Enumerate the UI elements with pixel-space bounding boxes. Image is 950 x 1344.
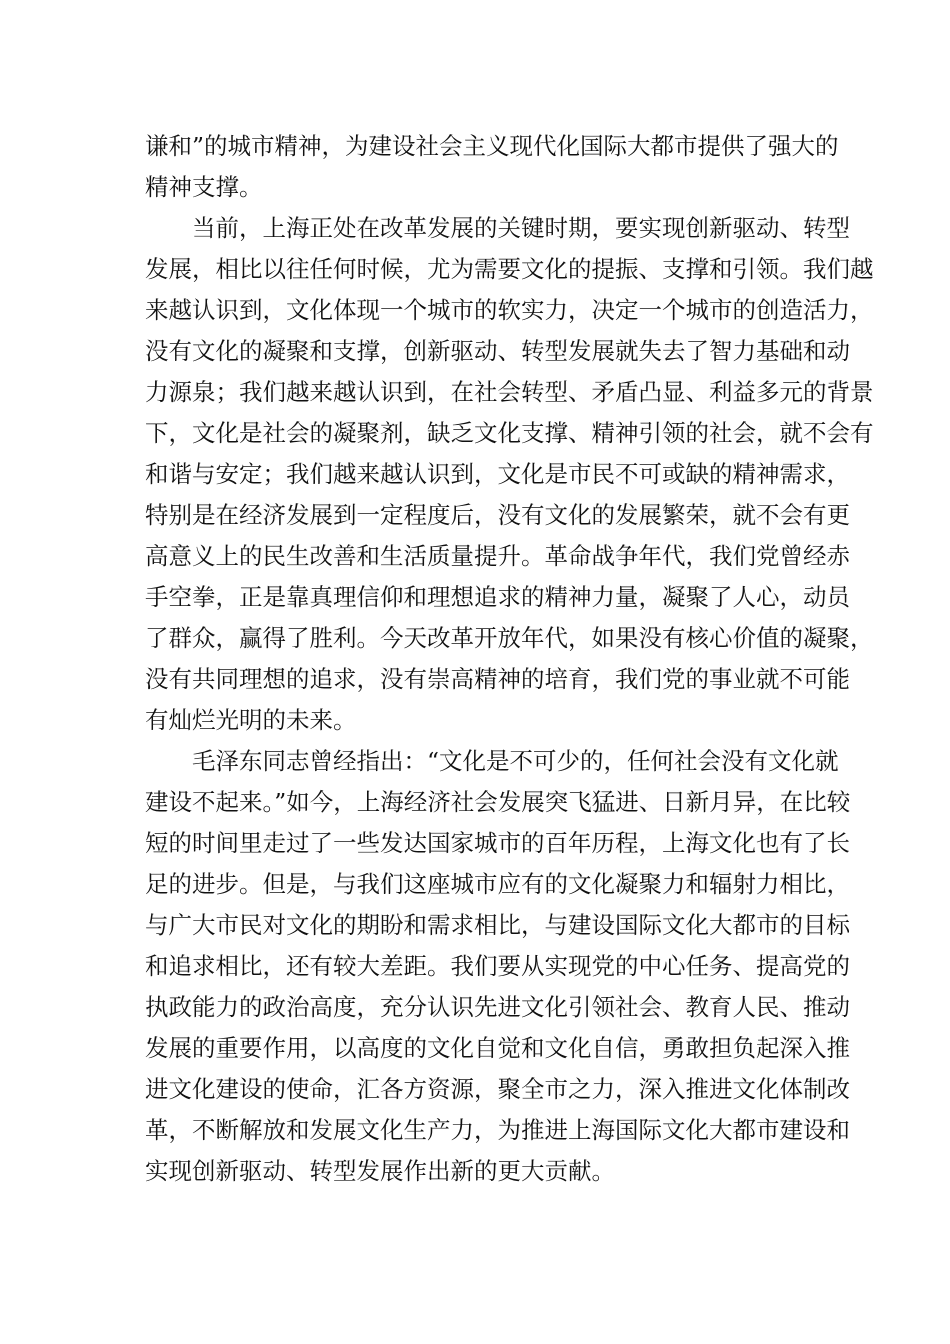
text-line: 了群众，赢得了胜利。今天改革开放年代，如果没有核心价值的凝聚， xyxy=(145,624,874,652)
text-line: 发展的重要作用，以高度的文化自觉和文化自信，勇敢担负起深入推 xyxy=(145,1034,850,1062)
text-line: 进文化建设的使命，汇各方资源，聚全市之力，深入推进文化体制改 xyxy=(145,1075,850,1103)
text-line: 实现创新驱动、转型发展作出新的更大贡献。 xyxy=(145,1157,615,1185)
text-line: 谦和”的城市精神，为建设社会主义现代化国际大都市提供了强大的 xyxy=(145,132,839,160)
text-line: 革，不断解放和发展文化生产力，为推进上海国际文化大都市建设和 xyxy=(145,1116,850,1144)
paragraph xyxy=(145,741,851,1192)
text-line: 特别是在经济发展到一定程度后，没有文化的发展繁荣，就不会有更 xyxy=(145,501,850,529)
text-line: 没有文化的凝聚和支撑，创新驱动、转型发展就失去了智力基础和动 xyxy=(145,337,850,365)
text-line: 当前，上海正处在改革发展的关键时期，要实现创新驱动、转型 xyxy=(192,214,850,242)
text-line: 来越认识到，文化体现一个城市的软实力，决定一个城市的创造活力， xyxy=(145,296,874,324)
text-line: 毛泽东同志曾经指出：“文化是不可少的，任何社会没有文化就 xyxy=(192,747,839,775)
text-line: 和追求相比，还有较大差距。我们要从实现党的中心任务、提高党的 xyxy=(145,952,850,980)
paragraph xyxy=(145,208,874,741)
text-line: 足的进步。但是，与我们这座城市应有的文化凝聚力和辐射力相比， xyxy=(145,870,850,898)
text-line: 有灿烂光明的未来。 xyxy=(145,706,357,734)
text-line: 下，文化是社会的凝聚剂，缺乏文化支撑、精神引领的社会，就不会有 xyxy=(145,419,874,447)
text-line: 与广大市民对文化的期盼和需求相比，与建设国际文化大都市的目标 xyxy=(145,911,850,939)
body-text xyxy=(145,126,874,1192)
text-line: 手空拳，正是靠真理信仰和理想追求的精神力量，凝聚了人心，动员 xyxy=(145,583,850,611)
text-line: 执政能力的政治高度，充分认识先进文化引领社会、教育人民、推动 xyxy=(145,993,850,1021)
text-line: 建设不起来。”如今，上海经济社会发展突飞猛进、日新月异，在比较 xyxy=(145,788,851,816)
text-line: 短的时间里走过了一些发达国家城市的百年历程，上海文化也有了长 xyxy=(145,829,850,857)
text-line: 精神支撑。 xyxy=(145,173,263,201)
text-line: 高意义上的民生改善和生活质量提升。革命战争年代，我们党曾经赤 xyxy=(145,542,850,570)
paragraph xyxy=(145,126,839,208)
text-line: 力源泉；我们越来越认识到，在社会转型、矛盾凸显、利益多元的背景 xyxy=(145,378,874,406)
text-line: 没有共同理想的追求，没有崇高精神的培育，我们党的事业就不可能 xyxy=(145,665,850,693)
text-line: 和谐与安定；我们越来越认识到，文化是市民不可或缺的精神需求， xyxy=(145,460,850,488)
text-line: 发展，相比以往任何时候，尤为需要文化的提振、支撑和引领。我们越 xyxy=(145,255,874,283)
